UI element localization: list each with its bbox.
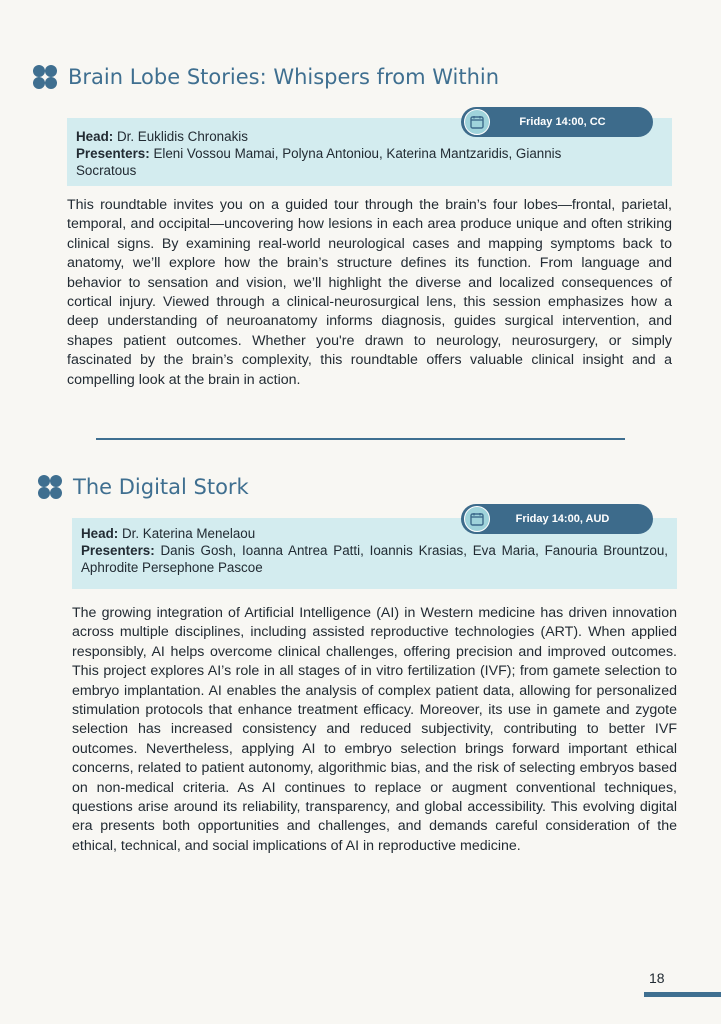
page-number-bar [644, 992, 721, 997]
presenters-label: Presenters: [81, 543, 155, 558]
section-title-digital-stork [37, 474, 249, 500]
section-title-brain-lobe [32, 64, 499, 90]
head-name: Dr. Katerina Menelaou [121, 526, 256, 541]
section-title-text: Brain Lobe Stories: Whispers from Within [68, 65, 500, 89]
presenters-line [81, 542, 668, 576]
calendar-icon [464, 109, 490, 135]
head-label: Head: [76, 129, 114, 144]
session-description: This roundtable invites you on a guided tour through the brain’s four lobes—frontal, parietal, temporal, and occipital—uncovering how lesions in each area produce unique and often striking clinical signs. By examining real-world neurological cases and mapping symptoms back to anatomy, we’ll explore how the brain’s structure defines its function. From language and behavior to sensation and vision, we’ll highlight the diverse and localized consequences of cortical injury. Viewed through a clinical-neurosurgical lens, this session emphasizes how a deep understanding of neuroanatomy informs diagnosis, guides surgical intervention, and shapes patient outcomes. Whether you're drawn to neurology, neurosurgery, or simply fascinated by the brain’s complexity, this roundtable offers valuable clinical insight and a compelling look at the brain in action. [67, 197, 672, 388]
schedule-text: Friday 14:00, CC [519, 116, 606, 128]
clover-icon [32, 64, 58, 90]
section-divider [96, 438, 625, 440]
presenters-line [76, 145, 596, 179]
presenters-label: Presenters: [76, 146, 150, 161]
session-description: The growing integration of Artificial Intelligence (AI) in Western medicine has driven innovation across multiple disciplines, including assisted reproductive technologies (ART). When applied responsibly, AI helps overcome clinical challenges, offering precision and improved outcomes. This project explores AI’s role in all stages of in vitro fertilization (IVF); from gamete selection to embryo implantation. AI enables the analysis of complex patient data, allowing for personalized stimulation protocols that enhance treatment efficacy. Moreover, its use in gamete and zygote selection has increased consistency and reduced subjectivity, contributing to better IVF outcomes. Nevertheless, applying AI to embryo selection brings forward important ethical concerns, related to patient autonomy, algorithmic bias, and the risk of selecting embryos based on non-medical criteria. As AI continues to replace or augment conventional techniques, questions arise around its reliability, transparency, and global accessibility. This evolving digital era presents both opportunities and challenges, and demands careful consideration of the ethical, technical, and social implications of AI in reproductive medicine. [72, 605, 677, 854]
calendar-icon [464, 506, 490, 532]
clover-icon [37, 474, 63, 500]
schedule-badge [461, 107, 653, 137]
presenters-names: Danis Gosh, Ioanna Antrea Patti, Ioannis Krasias, Eva Maria, Fanouria Brountzou, Aphrodite Persephone Pascoe [81, 543, 668, 575]
head-name: Dr. Euklidis Chronakis [116, 129, 248, 144]
section-title-text: The Digital Stork [73, 475, 249, 499]
schedule-text: Friday 14:00, AUD [515, 513, 610, 525]
schedule-badge [461, 504, 653, 534]
page-number: 18 [649, 970, 665, 986]
head-label: Head: [81, 526, 119, 541]
presenters-names: Eleni Vossou Mamai, Polyna Antoniou, Katerina Mantzaridis, Giannis Socratous [76, 146, 562, 178]
